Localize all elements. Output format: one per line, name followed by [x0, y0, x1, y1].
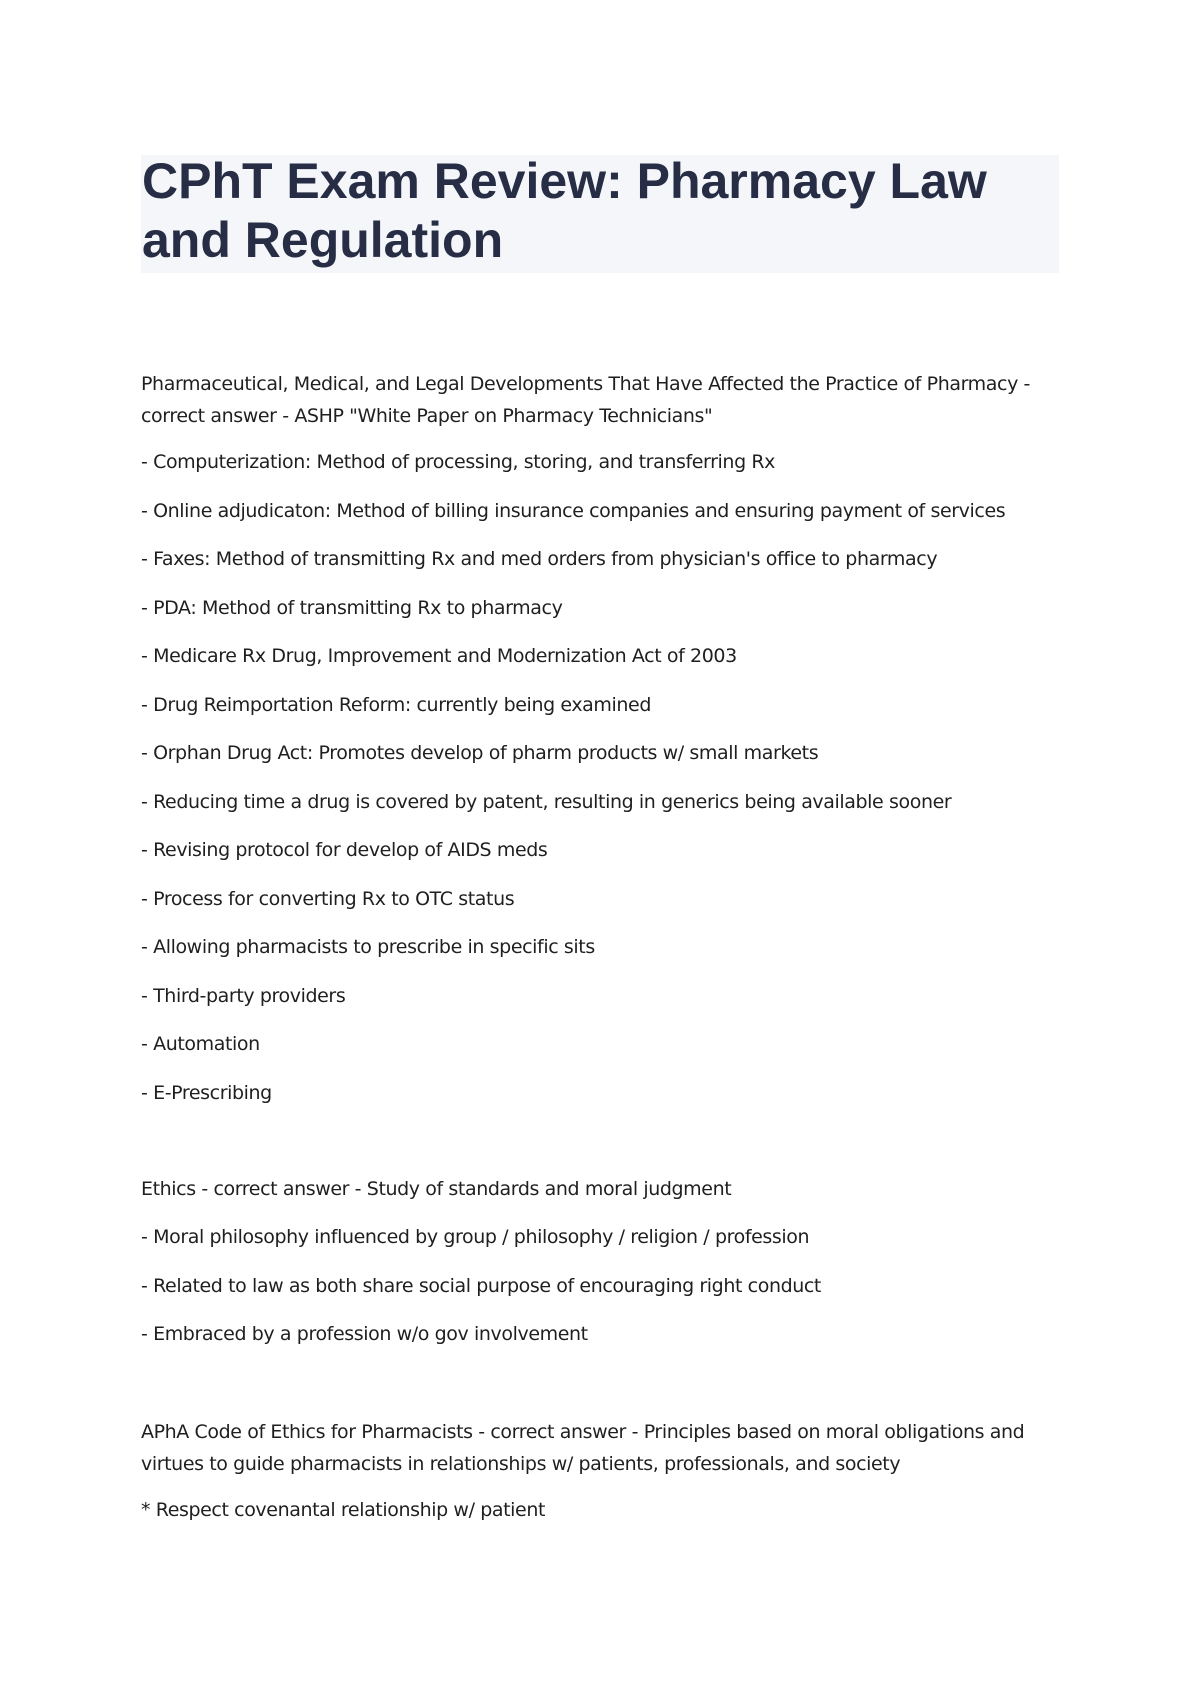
section-heading-developments: Pharmaceutical, Medical, and Legal Developments That Have Affected the Practice of Pharmacy - correct answer - ASHP "White Paper on Pharmacy Technicians"	[141, 373, 1031, 427]
list-item: - Orphan Drug Act: Promotes develop of pharm products w/ small markets	[141, 742, 819, 764]
list-item: - Drug Reimportation Reform: currently being examined	[141, 694, 652, 716]
list-item: - Third-party providers	[141, 985, 346, 1007]
section-heading-ethics: Ethics - correct answer - Study of standards and moral judgment	[141, 1178, 732, 1200]
list-item: * Respect covenantal relationship w/ patient	[141, 1499, 546, 1521]
list-item: - Allowing pharmacists to prescribe in specific sits	[141, 936, 595, 958]
list-item: - Computerization: Method of processing, storing, and transferring Rx	[141, 451, 776, 473]
list-item: - Moral philosophy influenced by group / philosophy / religion / profession	[141, 1226, 810, 1248]
list-item: - Revising protocol for develop of AIDS meds	[141, 839, 548, 861]
list-item: - Related to law as both share social purpose of encouraging right conduct	[141, 1275, 821, 1297]
list-item: - Process for converting Rx to OTC status	[141, 888, 515, 910]
list-item: - Automation	[141, 1033, 260, 1055]
list-item: - Online adjudicaton: Method of billing insurance companies and ensuring payment of services	[141, 500, 1006, 522]
list-item: - Embraced by a profession w/o gov involvement	[141, 1323, 588, 1345]
list-item: - Faxes: Method of transmitting Rx and med orders from physician's office to pharmacy	[141, 548, 938, 570]
list-item: - E-Prescribing	[141, 1082, 272, 1104]
list-item: - PDA: Method of transmitting Rx to pharmacy	[141, 597, 563, 619]
document-title: CPhT Exam Review: Pharmacy Law and Regulation	[142, 153, 987, 268]
section-heading-apha-code: APhA Code of Ethics for Pharmacists - correct answer - Principles based on moral obligations and virtues to guide pharmacists in relationships w/ patients, professionals, and society	[141, 1421, 1025, 1475]
list-item: - Reducing time a drug is covered by patent, resulting in generics being available sooner	[141, 791, 952, 813]
list-item: - Medicare Rx Drug, Improvement and Modernization Act of 2003	[141, 645, 737, 667]
